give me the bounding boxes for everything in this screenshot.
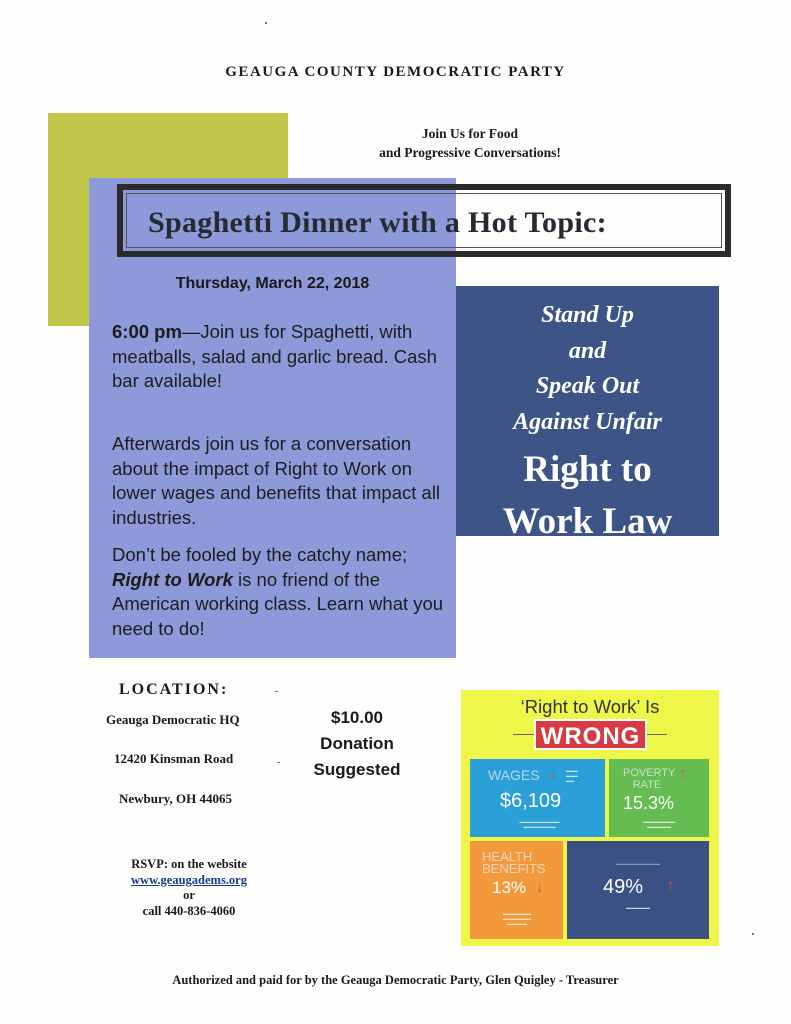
discussion-paragraph: Afterwards join us for a conversation about the impact of Right to Work on lower wages and benefits that impact all industries. — [112, 433, 441, 528]
tagline-line-2: and Progressive Conversations! — [379, 145, 561, 160]
event-time: 6:00 pm — [112, 321, 182, 342]
health-label-line-2: BENEFITS — [482, 861, 546, 876]
wages-note: ▬▬▬ ▬▬▬ ▬▬ — [566, 768, 578, 783]
poverty-caption: ▬▬▬▬▬▬▬▬ ▬▬▬▬▬▬ — [643, 819, 675, 829]
wages-label: WAGES — [488, 767, 540, 783]
scan-speck — [265, 22, 267, 24]
health-tile — [470, 841, 563, 939]
donation-label: Donation — [320, 734, 394, 753]
wages-value: $6,109 — [500, 790, 562, 812]
donation-suggested: Suggested — [313, 760, 401, 779]
poverty-tile — [609, 759, 709, 837]
health-label — [482, 851, 546, 875]
wages-caption: ▬▬▬▬▬▬▬▬▬▬ ▬▬▬▬▬▬▬▬ — [519, 819, 560, 829]
scan-speck — [752, 933, 754, 935]
tagline-line-1: Join Us for Food — [421, 126, 519, 141]
health-label-line-1: HEALTH — [482, 849, 533, 864]
dinner-text: —Join us for Spaghetti, with meatballs, salad and garlic bread. Cash bar available! — [112, 321, 437, 391]
callout-main-line-2: Work Law — [502, 501, 673, 542]
arrow-down-icon: ↓ — [550, 765, 557, 781]
location-name: Geauga Democratic HQ — [106, 712, 240, 727]
event-title: Spaghetti Dinner with a Hot Topic: — [148, 206, 607, 239]
infographic-title: ‘Right to Work’ Is — [520, 696, 660, 717]
wrong-badge: WRONG — [534, 719, 647, 750]
tagline — [330, 124, 610, 162]
rsvp-block — [110, 857, 268, 919]
callout-main-line-1: Right to — [523, 449, 652, 490]
poverty-label-line-2: RATE — [632, 779, 662, 791]
health-value: 13% — [492, 878, 527, 897]
location-street: 12420 Kinsman Road — [114, 751, 234, 766]
donation-info — [300, 705, 414, 783]
mobility-label: ▬▬▬▬▬▬▬▬▬▬▬ — [616, 861, 660, 866]
rsvp-label: RSVP: on the website — [131, 857, 247, 871]
arrow-up-icon: ↑ — [667, 877, 675, 894]
warning-post: is no friend of the American working class. Learn what you need to do! — [112, 568, 444, 639]
poverty-value: 15.3% — [623, 793, 675, 813]
location-heading: LOCATION: — [119, 681, 229, 698]
right-to-work-emphasis: Right to Work — [112, 568, 233, 590]
poverty-label — [623, 767, 676, 791]
health-caption: ▬▬▬▬▬▬▬ ▬▬▬▬▬▬▬ ▬▬▬▬▬ — [503, 911, 531, 926]
callout-line-1: Stand Up — [541, 302, 634, 328]
organization-title: GEAUGA COUNTY DEMOCRATIC PARTY — [225, 64, 566, 80]
dinner-paragraph — [112, 320, 457, 394]
mobility-value: 49% — [603, 876, 644, 898]
donation-amount: $10.00 — [331, 708, 383, 727]
footer-disclaimer: Authorized and paid for by the Geauga Democratic Party, Glen Quigley - Treasurer — [172, 973, 619, 987]
website-link[interactable]: www.geaugadems.org — [131, 872, 247, 887]
event-date: Thursday, March 22, 2018 — [175, 275, 370, 292]
warning-paragraph — [112, 543, 457, 641]
scan-speck — [277, 762, 280, 763]
mobility-caption: ▬▬▬▬▬▬ — [626, 905, 650, 910]
callout-main — [456, 444, 719, 548]
location-city: Newbury, OH 44065 — [119, 791, 233, 806]
callout-heading — [456, 298, 719, 440]
poverty-label-line-1: POVERTY — [623, 767, 676, 779]
arrow-up-icon: ↑ — [679, 765, 687, 782]
wages-tile — [470, 759, 605, 837]
right-to-work-infographic — [461, 690, 719, 946]
rsvp-phone: call 440-836-4060 — [142, 903, 236, 918]
rsvp-or: or — [183, 888, 195, 902]
callout-line-4: Against Unfair — [513, 408, 662, 435]
callout-line-2: and — [568, 337, 607, 364]
warning-pre: Don’t be fooled by the catchy name; — [112, 544, 408, 565]
callout-line-3: Speak Out — [535, 373, 640, 399]
mobility-tile — [567, 841, 709, 939]
scan-speck — [275, 691, 278, 692]
arrow-down-icon: ↓ — [536, 879, 543, 895]
